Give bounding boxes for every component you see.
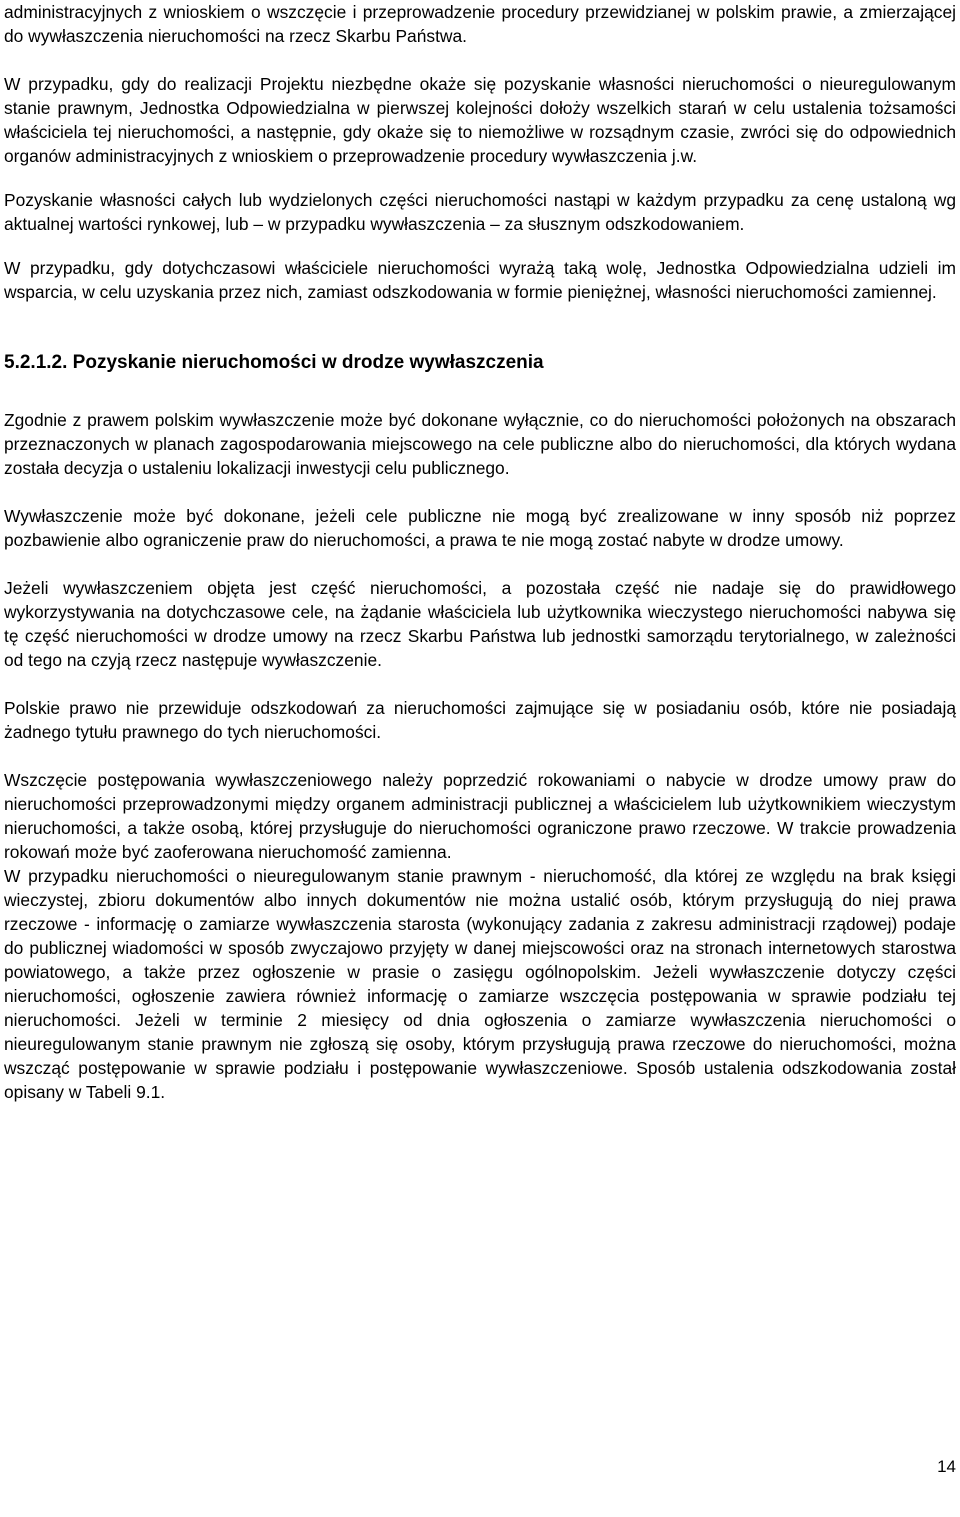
paragraph-substitute-property: W przypadku, gdy dotychczasowi właściciele nieruchomości wyrażą taką wolę, Jednostka Odpowiedzialna udzieli im wsparcia, w celu uzyskania przez nich, zamiast odszkodowania w formie pieniężnej, własności nieruchomości zamiennej. [4, 258, 956, 302]
page-number: 14 [937, 1457, 956, 1476]
paragraph-no-compensation: Polskie prawo nie przewiduje odszkodowań za nieruchomości zajmujące się w posiadaniu osób, które nie posiadają żadnego tytułu prawnego do tych nieruchomości. [4, 698, 956, 742]
paragraph-public-purpose: Wywłaszczenie może być dokonane, jeżeli cele publiczne nie mogą być zrealizowane w inny sposób niż poprzez pozbawienie albo ograniczenie praw do nieruchomości, a prawa te nie mogą zostać nabyte w drodze umowy. [4, 506, 956, 550]
paragraph-partial-expropriation: Jeżeli wywłaszczeniem objęta jest część nieruchomości, a pozostała część nie nadaje się do prawidłowego wykorzystywania na dotychczasowe cele, na żądanie właściciela lub użytkownika wieczystego nieruchomości nabywa się tę część nieruchomości w drodze umowy na rzecz Skarbu Państwa lub jednostki samorządu terytorialnego, w zależności od tego na czyją rzecz następuje wywłaszczenie. [4, 578, 956, 670]
paragraph-legal-basis: Zgodnie z prawem polskim wywłaszczenie może być dokonane wyłącznie, co do nieruchomości położonych na obszarach przeznaczonych w planach zagospodarowania miejscowego na cele publiczne albo do nieruchomości, dla których wydana została decyzja o ustaleniu lokalizacji inwestycji celu publicznego. [4, 410, 956, 478]
document-page [4, 0, 956, 1104]
paragraph-unregulated-status: W przypadku, gdy do realizacji Projektu niezbędne okaże się pozyskanie własności nieruchomości o nieuregulowanym stanie prawnym, Jednostka Odpowiedzialna w pierwszej kolejności dołoży wszelkich starań w celu ustalenia tożsamości właściciela tej nieruchomości, a następnie, gdy okaże się to niemożliwe w rozsądnym czasie, zwróci się do odpowiednich organów administracyjnych z wnioskiem o przeprowadzenie procedury wywłaszczenia j.w. [4, 74, 956, 166]
paragraph-unregulated-procedure: W przypadku nieruchomości o nieuregulowanym stanie prawnym - nieruchomość, dla której ze względu na brak księgi wieczystej, zbioru dokumentów albo innych dokumentów nie można ustalić osób, którym przysługują do niej prawa rzeczowe - informację o zamiarze wywłaszczenia starosta (wykonujący zadania z zakresu administracji rządowej) podaje do publicznej wiadomości w sposób zwyczajowo przyjęty w danej miejscowości oraz na stronach internetowych starostwa powiatowego, a także przez ogłoszenie w prasie o zasięgu ogólnopolskim. Jeżeli wywłaszczenie dotyczy części nieruchomości, ogłoszenie zawiera również informację o zamiarze wszczęcia postępowania w sprawie podziału tej nieruchomości. Jeżeli w terminie 2 miesięcy od dnia ogłoszenia o zamiarze wywłaszczenia nieruchomości o nieuregulowanym stanie prawnym nie zgłoszą się osoby, którym przysługują prawa rzeczowe do nieruchomości, można wszcząć postępowanie w sprawie podziału i postępowanie wywłaszczeniowe. Sposób ustalenia odszkodowania został opisany w Tabeli 9.1. [4, 866, 956, 1102]
paragraph-negotiations: Wszczęcie postępowania wywłaszczeniowego należy poprzedzić rokowaniami o nabycie w drodze umowy praw do nieruchomości przeprowadzonymi między organem administracji publicznej a właścicielem lub użytkownikiem wieczystym nieruchomości, a także osobą, której przysługuje do nieruchomości ograniczone prawo rzeczowe. W trakcie prowadzenia rokowań może być zaoferowana nieruchomość zamienna. [4, 770, 956, 862]
paragraph-continuation: administracyjnych z wnioskiem o wszczęcie i przeprowadzenie procedury przewidzianej w polskim prawie, a zmierzającej do wywłaszczenia nieruchomości na rzecz Skarbu Państwa. [4, 2, 956, 46]
paragraph-acquisition-price: Pozyskanie własności całych lub wydzielonych części nieruchomości nastąpi w każdym przypadku za cenę ustaloną wg aktualnej wartości rynkowej, lub – w przypadku wywłaszczenia – za słusznym odszkodowaniem. [4, 190, 956, 234]
section-heading: 5.2.1.2. Pozyskanie nieruchomości w drodze wywłaszczenia [4, 352, 544, 373]
